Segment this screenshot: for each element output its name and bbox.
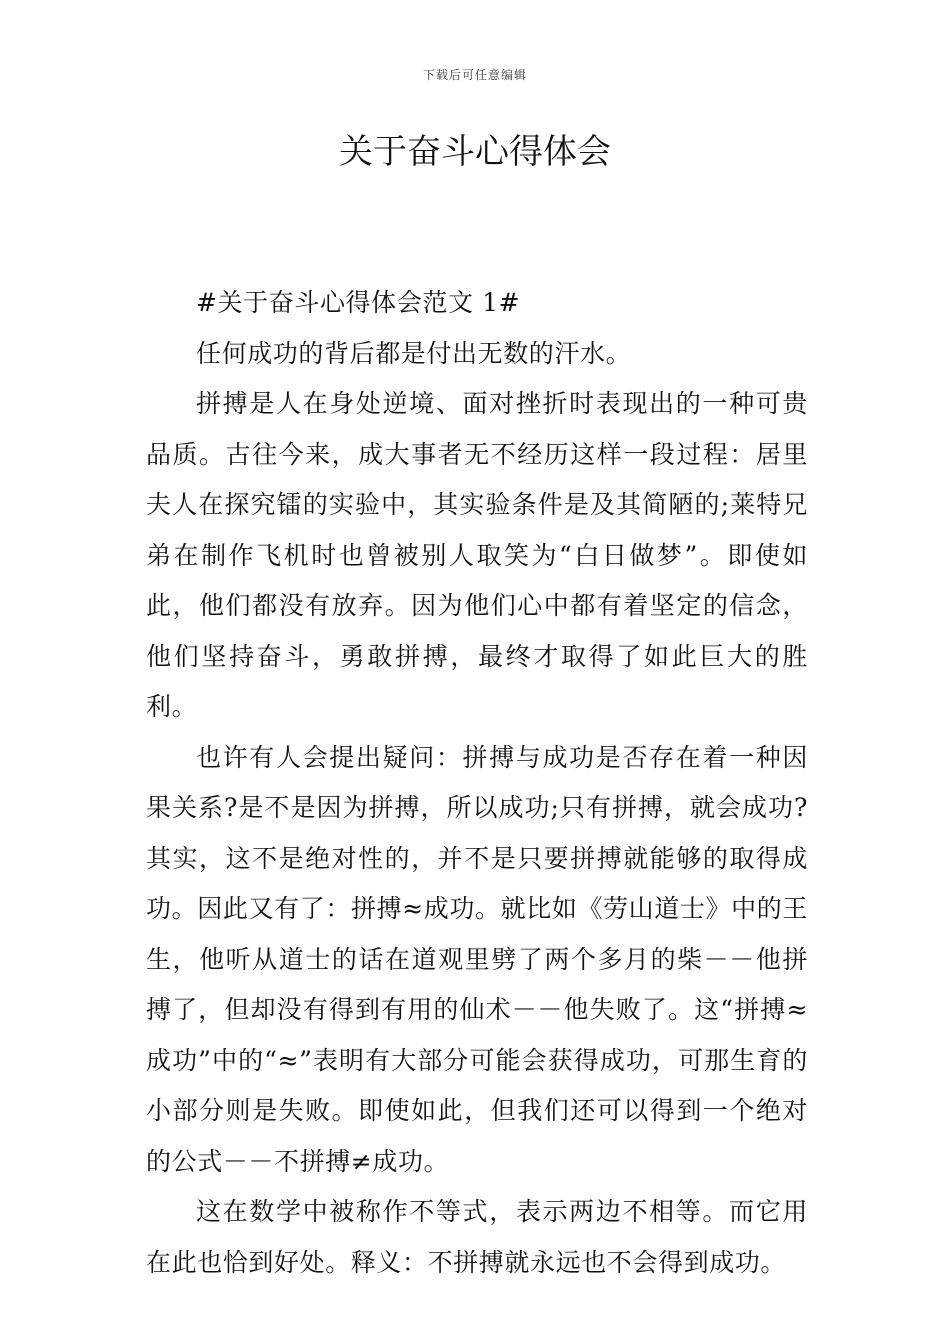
document-body [146, 278, 808, 1288]
paragraph-4: 这在数学中被称作不等式，表示两边不相等。而它用在此也恰到好处。释义：不拼搏就永远也不会得到成功。 [146, 1197, 808, 1277]
header-note: 下载后可任意编辑 [422, 68, 527, 82]
paragraph-1: 任何成功的背后都是付出无数的汗水。 [196, 338, 632, 368]
paragraph-3: 也许有人会提出疑问：拼搏与成功是否存在着一种因果关系?是不是因为拼搏，所以成功;只有拼搏，就会成功?其实，这不是绝对性的，并不是只要拼搏就能够的取得成功。因此又有了：拼搏≈成功。就比如《劳山道士》中的王生，他听从道士的话在道观里劈了两个多月的柴－－他拼搏了，但却没有得到有用的仙术－－他失败了。这“拼搏≈成功”中的“≈”表明有大部分可能会获得成功，可那生育的小部分则是失败。即使如此，但我们还可以得到一个绝对的公式－－不拼搏≠成功。 [146, 742, 808, 1176]
document-title: 关于奋斗心得体会 [339, 132, 611, 172]
section-heading: #关于奋斗心得体会范文 1# [196, 288, 521, 317]
paragraph-2: 拼搏是人在身处逆境、面对挫折时表现出的一种可贵品质。古往今来，成大事者无不经历这样一段过程：居里夫人在探究镭的实验中，其实验条件是及其简陋的;莱特兄弟在制作飞机时也曾被别人取笑为“白日做梦”。即使如此，他们都没有放弃。因为他们心中都有着坚定的信念，他们坚持奋斗，勇敢拼搏，最终才取得了如此巨大的胜利。 [146, 389, 808, 721]
